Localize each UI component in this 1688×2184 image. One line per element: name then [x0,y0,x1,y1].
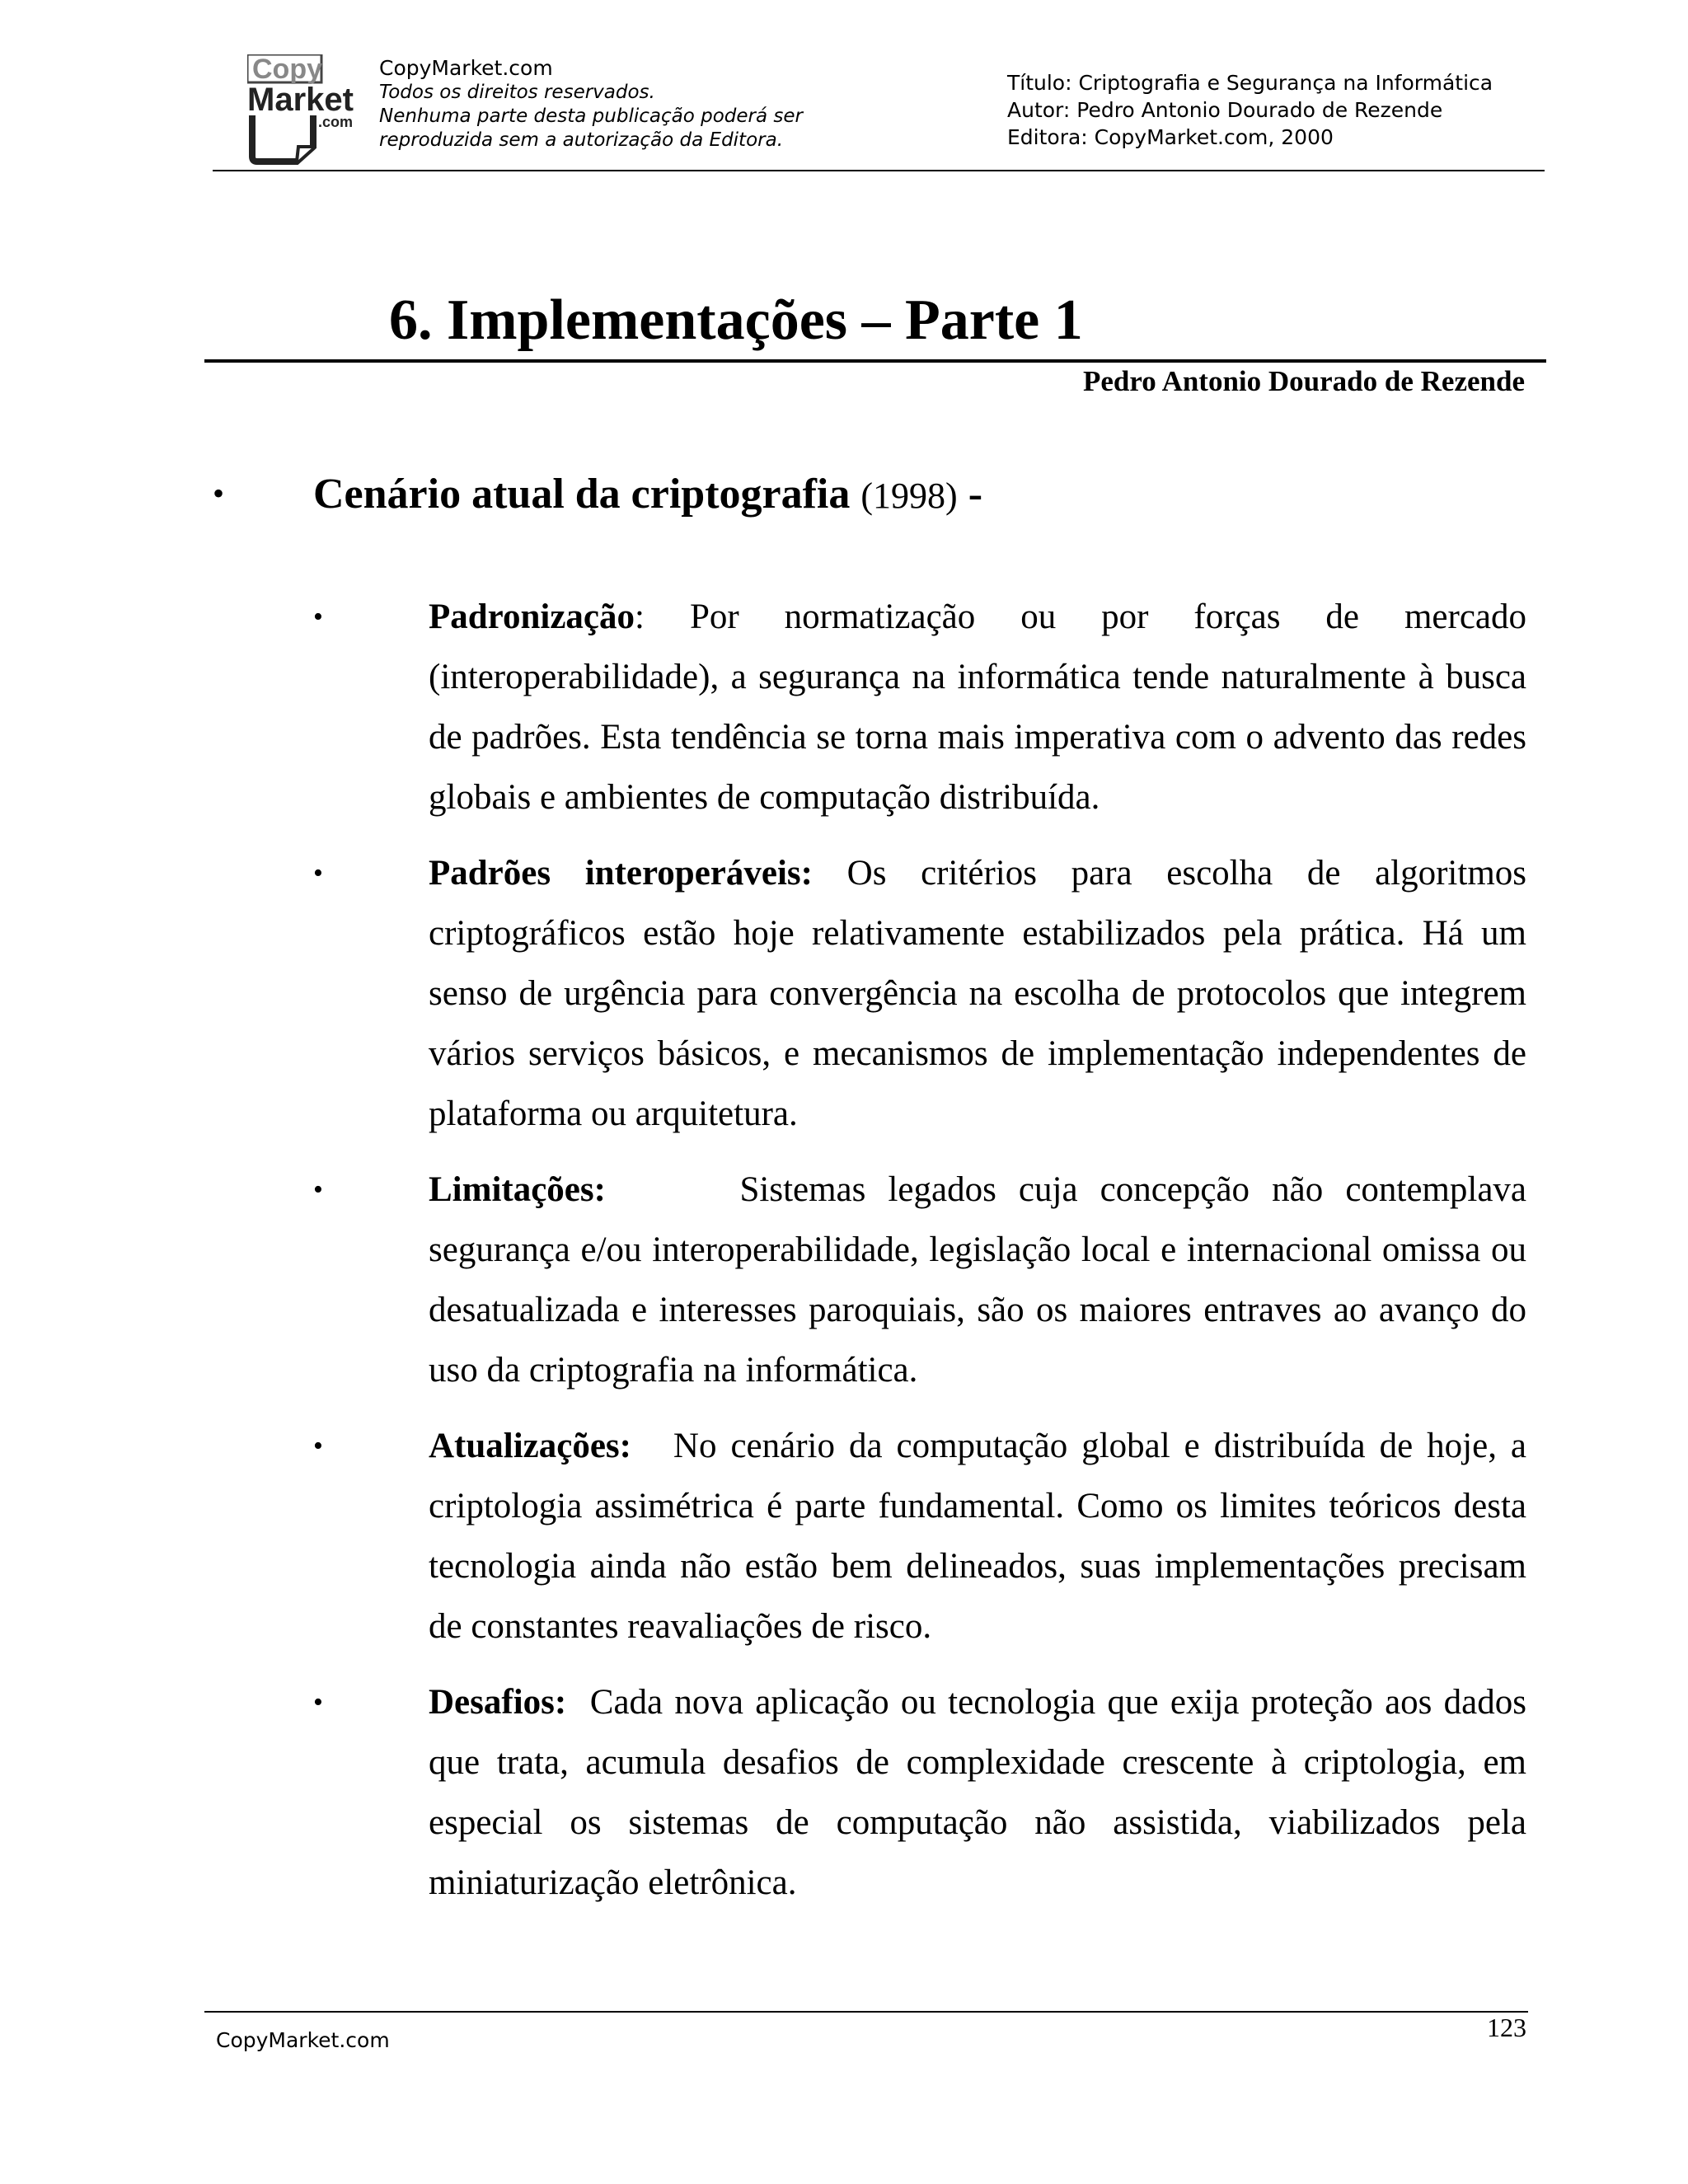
book-publisher: Editora: CopyMarket.com, 2000 [1007,125,1334,149]
item-text: Cada nova aplicação ou tecnologia que exija proteção aos dados que trata, acumula desafios de complexidade crescente à criptologia, em especial os sistemas de computação não assistida, viabilizados pela miniaturização eletrônica. [429,1683,1527,1902]
list-item [313,1672,1526,1913]
book-title: Título: Criptografia e Segurança na Informática [1007,71,1493,95]
list-item [313,1416,1526,1657]
header-book-info [1007,69,1634,151]
footer-site: CopyMarket.com [216,2028,390,2052]
list-item [313,843,1526,1144]
rights-line-2: Nenhuma parte desta publicação poderá ser [379,105,803,127]
item-separator: : [635,598,690,636]
header-divider [213,170,1545,171]
topic-list [313,587,1526,1929]
item-bullet: • [313,602,323,632]
item-text: Os critérios para escolha de algoritmos criptográficos estão hoje relativamente estabilizados pela prática. Há um senso de urgência para convergência na escolha de protocolos que integrem vários serviços básicos, e mecanismos de implementação independentes de plataforma ou arquitetura. [429,854,1526,1133]
list-item [313,1160,1526,1400]
item-separator [606,1170,740,1209]
copymarket-logo [247,54,359,165]
item-bullet: • [313,1174,323,1205]
publisher-site: CopyMarket.com [379,56,553,80]
section-year: (1998) [860,476,958,516]
footer-divider [204,2011,1528,2013]
svg-text:Market: Market [247,82,354,118]
item-text: Por normatização ou por forças de mercado (interoperabilidade), a segurança na informática tende naturalmente à busca de padrões. Esta tendência se torna mais imperativa com o advento das redes globais e ambientes de computação distribuída. [429,598,1527,817]
section-bullet: • [213,475,225,512]
item-term: Atualizações: [429,1427,631,1465]
chapter-title: 6. Implementações – Parte 1 [389,288,1083,352]
chapter-author: Pedro Antonio Dourado de Rezende [1082,365,1525,397]
header-publisher-info [379,56,907,152]
page-number: 123 [1487,2013,1526,2042]
svg-text:Copy: Copy [252,54,322,85]
item-separator [813,854,847,893]
item-separator [566,1683,590,1722]
section-heading [206,466,1525,523]
book-author: Autor: Pedro Antonio Dourado de Rezende [1007,98,1443,122]
item-term: Limitações: [429,1170,606,1209]
item-term: Desafios: [429,1683,567,1722]
item-bullet: • [313,1687,323,1718]
item-text: Sistemas legados cuja concepção não contemplava segurança e/ou interoperabilidade, legislação local e internacional omissa ou desatualizada e interesses paroquiais, são os maiores entraves ao avanço do uso da criptografia na informática. [429,1170,1526,1390]
item-separator [631,1427,673,1465]
rights-line-1: Todos os direitos reservados. [379,82,655,103]
item-bullet: • [313,1431,323,1461]
item-term: Padrões interoperáveis: [429,854,813,893]
item-bullet: • [313,858,323,888]
item-term: Padronização [429,598,635,636]
item-text: No cenário da computação global e distribuída de hoje, a criptologia assimétrica é parte fundamental. Como os limites teóricos desta tecnologia ainda não estão bem delineados, suas implementações precisam de constantes reavaliações de risco. [429,1427,1527,1646]
rights-line-3: reproduzida sem a autorização da Editora. [379,129,784,151]
svg-text:.com: .com [318,114,354,130]
list-item [313,587,1526,827]
section-dash: - [968,471,983,518]
section-title: Cenário atual da criptografia [313,471,851,518]
